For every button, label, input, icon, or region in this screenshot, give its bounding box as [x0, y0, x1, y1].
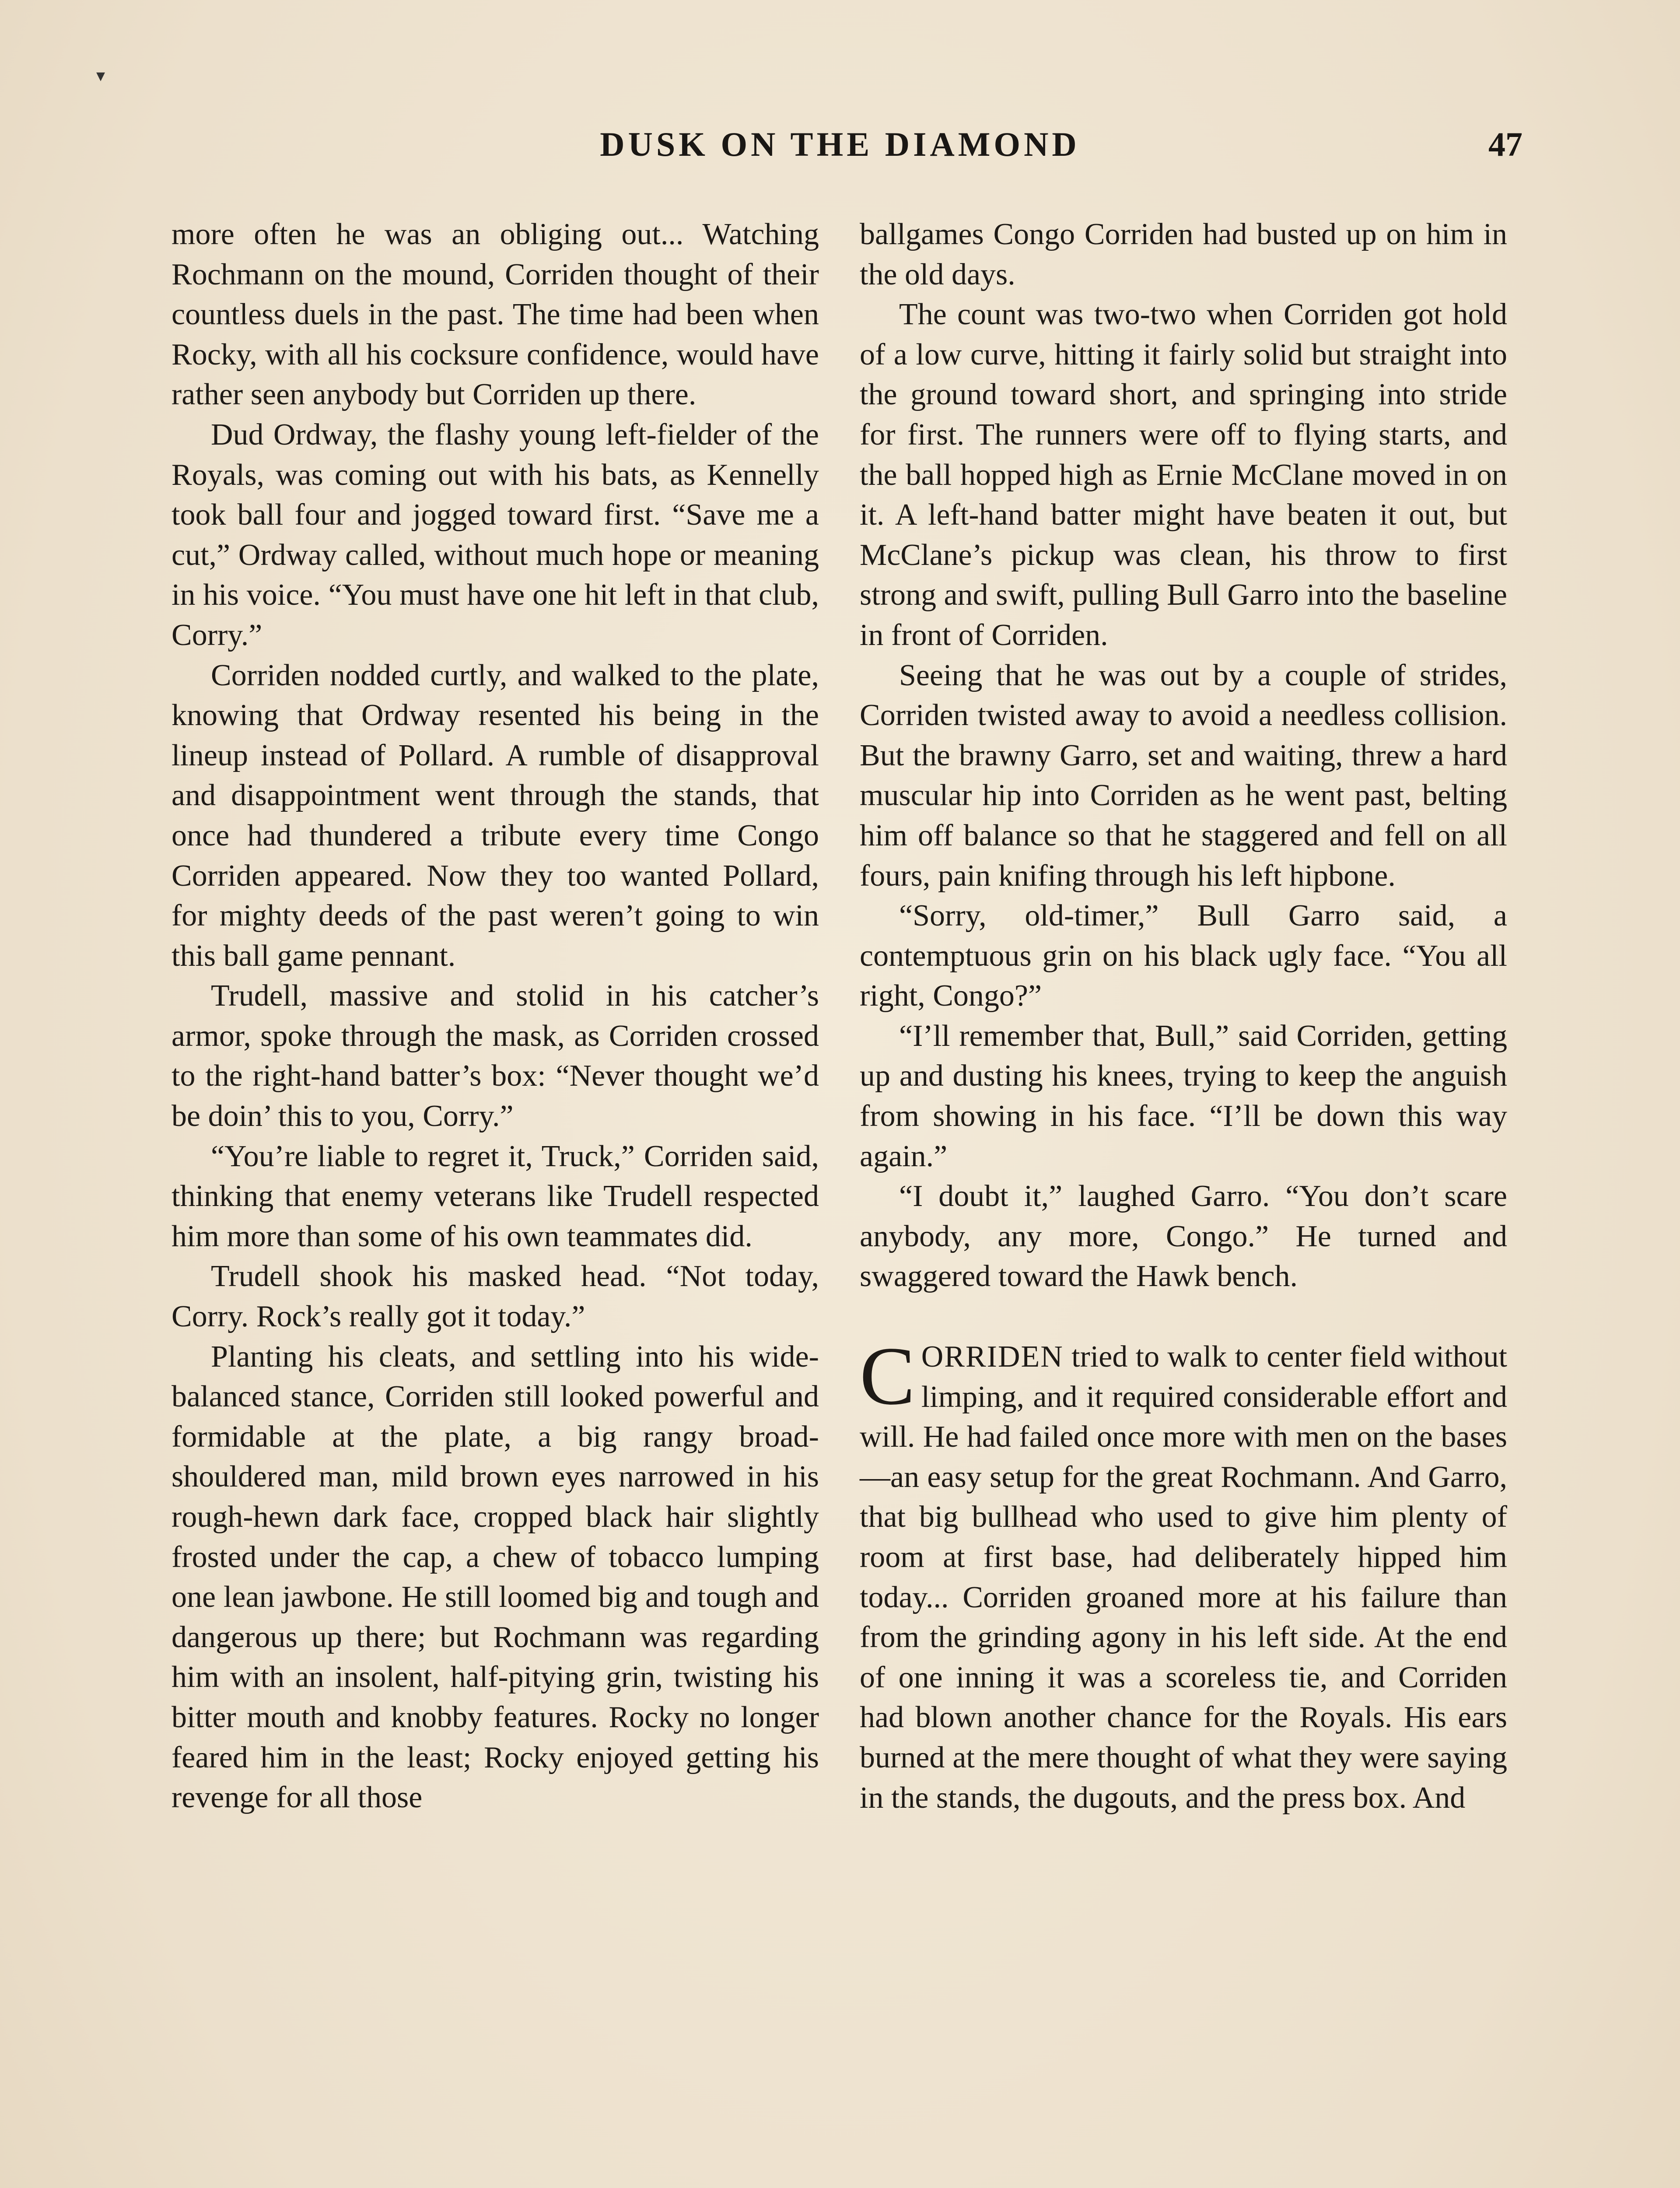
section-break [860, 1297, 1507, 1337]
page-number: 47 [1488, 125, 1522, 163]
drop-cap: C [860, 1330, 915, 1423]
left-column [172, 214, 819, 1818]
paragraph: “Sorry, old-timer,” Bull Garro said, a contemptuous grin on his black ugly face. “You all right, Congo?” [860, 899, 1507, 1013]
paragraph: The count was two-two when Corriden got hold of a low curve, hitting it fairly solid but straight into the ground toward short, and springing into stride for first. The runners were off to flying starts, and the ball hopped high as Ernie McClane moved in on it. A left-hand batter might have beaten it out, but McClane’s pickup was clean, his throw to first strong and swift, pulling Bull Garro into the baseline in front of Corriden. [860, 298, 1507, 652]
corner-mark: ▾ [96, 66, 105, 86]
paragraph: “You’re liable to regret it, Truck,” Corriden said, thinking that enemy veterans like Trudell respected him more than some of his own teammates did. [172, 1139, 819, 1253]
paragraph: “I’ll remember that, Bull,” said Corriden, getting up and dusting his knees, trying to keep the anguish from showing in his face. “I’ll be down this way again.” [860, 1019, 1507, 1173]
paragraph: Trudell, massive and stolid in his catcher’s armor, spoke through the mask, as Corriden crossed to the right-hand batter’s box: “Never thought we’d be doin’ this to you, Corry.” [172, 979, 819, 1133]
right-column [860, 214, 1507, 1818]
section-opening-paragraph [860, 1330, 1507, 1818]
paragraph: Seeing that he was out by a couple of strides, Corriden twisted away to avoid a needless collision. But the brawny Garro, set and waiting, threw a hard muscular hip into Corriden as he went past, belting him off balance so that he staggered and fell on all fours, pain knifing through his left hipbone. [860, 658, 1507, 893]
paragraph: more often he was an obliging out... Watching Rochmann on the mound, Corriden thought of their countless duels in the past. The time had been when Rocky, with all his cocksure confidence, would have rather seen anybody but Corriden up there. [172, 217, 819, 412]
paragraph: “I doubt it,” laughed Garro. “You don’t scare anybody, any more, Congo.” He turned and swaggered toward the Hawk bench. [860, 1179, 1507, 1294]
page-header [166, 125, 1522, 177]
paragraph: Trudell shook his masked head. “Not today, Corry. Rock’s really got it today.” [172, 1259, 819, 1334]
paragraph: ballgames Congo Corriden had busted up on him in the old days. [860, 217, 1507, 291]
paragraph: Planting his cleats, and settling into his wide-balanced stance, Corriden still looked powerful and formidable at the plate, a big rangy broad-shouldered man, mild brown eyes narrowed in his rough-hewn dark face, cropped black hair slightly frosted under the cap, a chew of tobacco lumping one lean jawbone. He still loomed big and tough and dangerous up there; but Rochmann was regarding him with an insolent, half-pitying grin, twisting his bitter mouth and knobby features. Rocky no longer feared him in the least; Rocky enjoyed getting his revenge for all those [172, 1339, 819, 1815]
paragraph-text: tried to walk to center field without limping, and it required considerable effort and will. He had failed once more with men on the bases—an easy setup for the great Rochmann. And Garro, that big bullhead who used to give him plenty of room at first base, had deliberately hipped him today... Corriden groaned more at his failure than from the grinding agony in his left side. At the end of one inning it was a scoreless tie, and Corriden had blown another chance for the Royals. His ears burned at the mere thought of what they were saying in the stands, the dugouts, and the press box. And [860, 1340, 1507, 1815]
paragraph: Dud Ordway, the flashy young left-fielder of the Royals, was coming out with his bats, as Kennelly took ball four and jogged toward first. “Save me a cut,” Ordway called, without much hope or meaning in his voice. “You must have one hit left in that club, Corry.” [172, 417, 819, 652]
running-title: DUSK ON THE DIAMOND [600, 125, 1080, 163]
paragraph: Corriden nodded curtly, and walked to the plate, knowing that Ordway resented his being in the lineup instead of Pollard. A rumble of disapproval and disappointment went through the stands, that once had thundered a tribute every time Congo Corriden appeared. Now they too wanted Pollard, for mighty deeds of the past weren’t going to win this ball game pennant. [172, 658, 819, 973]
small-caps-lead: ORRIDEN [921, 1340, 1064, 1374]
